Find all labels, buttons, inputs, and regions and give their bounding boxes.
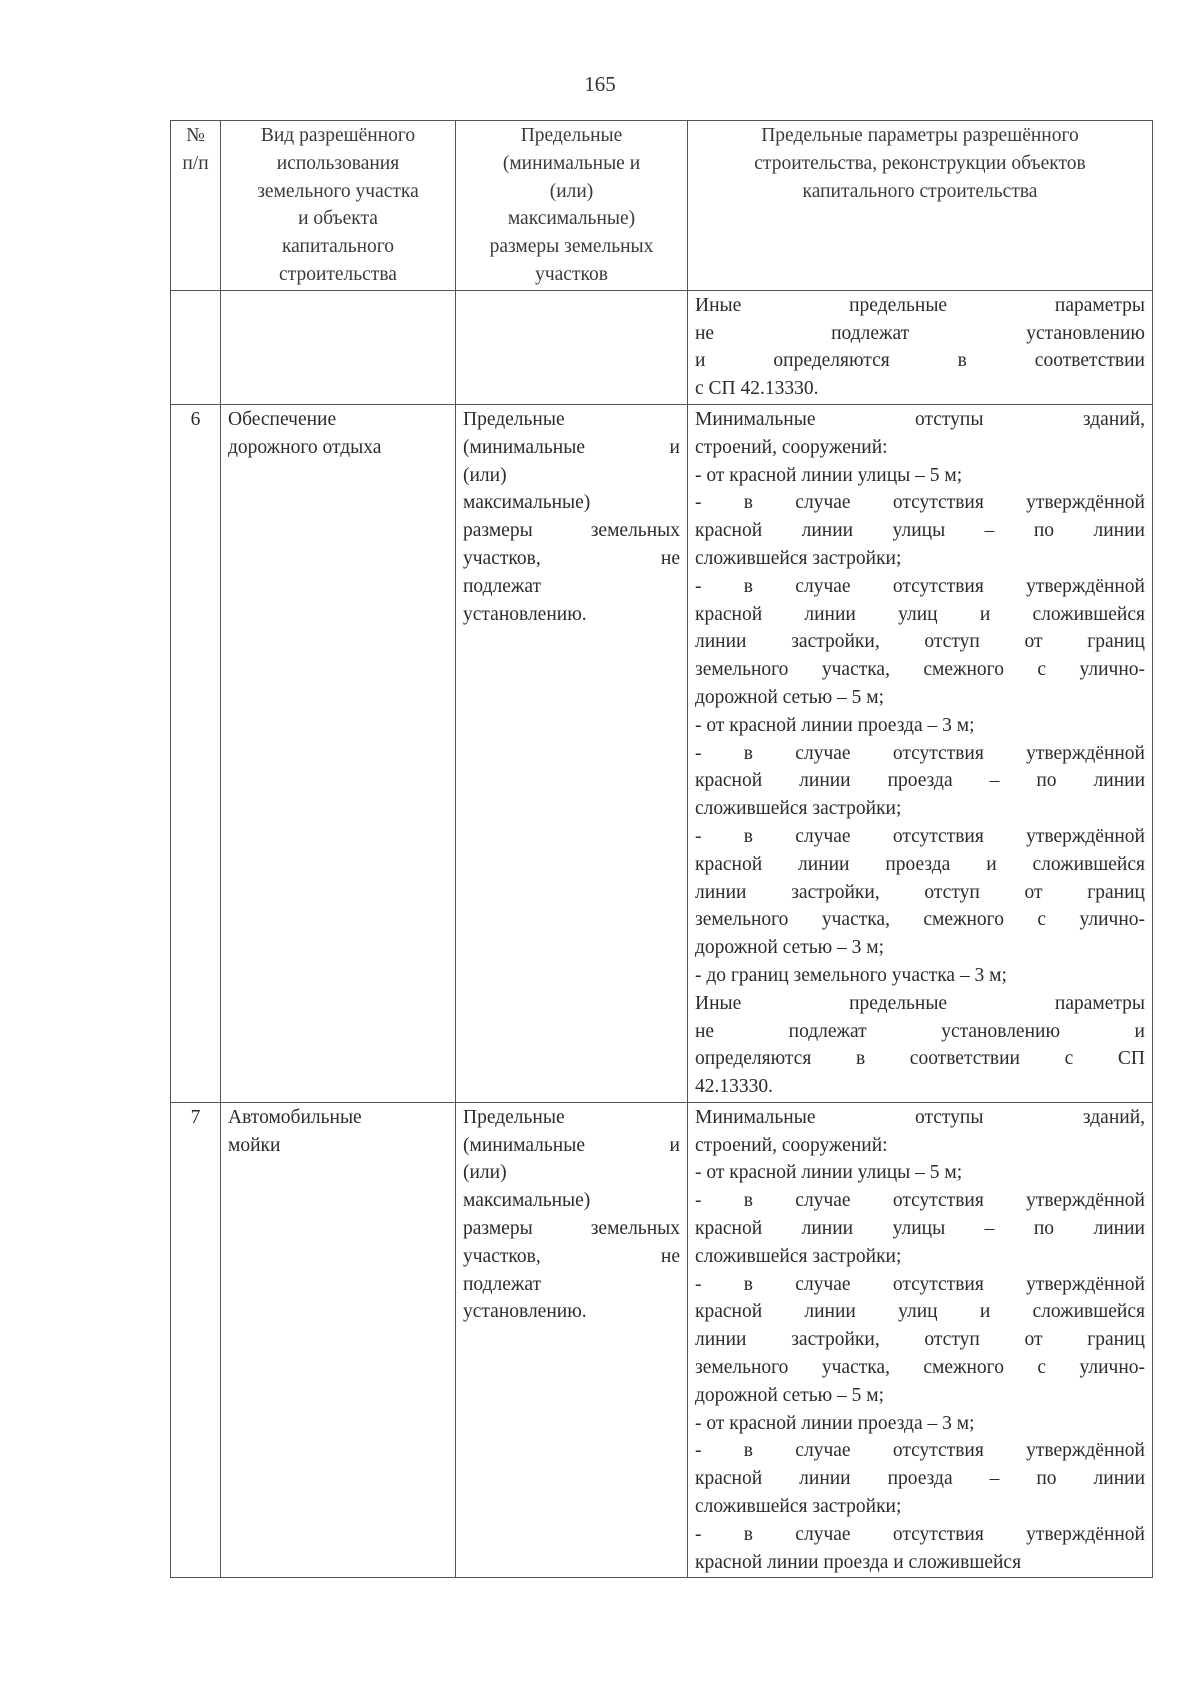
page-number: 165 (584, 72, 616, 96)
text-line: - от красной линии проезда – 3 м; (695, 1412, 975, 1434)
text-line: красной линии проезда и сложившейся (695, 1551, 1022, 1573)
text-line: строений, сооружений: (695, 436, 888, 458)
cell-construction-parameters (688, 404, 1153, 1102)
text-line: - в случае отсутствия утверждённой (695, 492, 1145, 514)
text-line: (или) (463, 464, 507, 486)
text-line: с СП 42.13330. (695, 378, 819, 400)
text-line: не подлежат установлению и (695, 1020, 1145, 1042)
text-line: земельного участка, смежного с улично- (695, 1357, 1145, 1379)
text-line: определяются в соответствии с СП (695, 1048, 1145, 1070)
header-permitted-use: Вид разрешённого использования земельного участка и объекта капитального строительства (221, 121, 456, 291)
header-construction-parameters: Предельные параметры разрешённого строительства, реконструкции объектов капитального строительства (688, 121, 1153, 291)
cell-plot-size (456, 1102, 688, 1578)
text-line: и определяются в соответствии (695, 350, 1145, 372)
text-line: сложившейся застройки; (695, 1245, 902, 1267)
text-line: максимальные) (463, 492, 591, 514)
text-line: - в случае отсутствия утверждённой (695, 1190, 1145, 1212)
text-line: красной линии улицы – по линии (695, 1218, 1145, 1240)
text-line: сложившейся застройки; (695, 798, 902, 820)
text-line: Минимальные отступы зданий, (695, 408, 1145, 430)
text-line: линии застройки, отступ от границ (695, 631, 1145, 653)
text-line: красной линии проезда – по линии (695, 770, 1145, 792)
text-line: - от красной линии проезда – 3 м; (695, 714, 975, 736)
text-line: красной линии проезда – по линии (695, 1468, 1145, 1490)
text-line: подлежат (463, 1273, 542, 1295)
text-line: не подлежат установлению (695, 322, 1145, 344)
text-line: линии застройки, отступ от границ (695, 881, 1145, 903)
text-line: участков, не (463, 1245, 680, 1267)
text-line: Автомобильные (228, 1106, 362, 1128)
text-line: линии застройки, отступ от границ (695, 1329, 1145, 1351)
text-line: установлению. (463, 603, 587, 625)
text-line: максимальные) (463, 1190, 591, 1212)
cell-size-empty (456, 290, 688, 404)
row-number: 7 (171, 1102, 221, 1578)
text-line: Иные предельные параметры (695, 294, 1145, 316)
text-line: (или) (463, 1162, 507, 1184)
text-line: земельного участка, смежного с улично- (695, 659, 1145, 681)
text-line: 42.13330. (695, 1076, 773, 1098)
text-line: - в случае отсутствия утверждённой (695, 825, 1145, 847)
text-line: установлению. (463, 1301, 587, 1323)
row-number: 6 (171, 404, 221, 1102)
text-line: земельного участка, смежного с улично- (695, 909, 1145, 931)
text-line: - в случае отсутствия утверждённой (695, 575, 1145, 597)
text-line: дорожной сетью – 5 м; (695, 1384, 885, 1406)
text-line: красной линии улицы – по линии (695, 520, 1145, 542)
text-line: сложившейся застройки; (695, 1496, 902, 1518)
text-line: - от красной линии улицы – 5 м; (695, 1162, 963, 1184)
text-line: - в случае отсутствия утверждённой (695, 1273, 1145, 1295)
text-line: размеры земельных (463, 1218, 680, 1240)
table-row-continuation (171, 290, 1153, 404)
text-line: красной линии проезда и сложившейся (695, 853, 1145, 875)
text-line: строений, сооружений: (695, 1134, 888, 1156)
text-line: - в случае отсутствия утверждённой (695, 742, 1145, 764)
text-line: красной линии улиц и сложившейся (695, 603, 1145, 625)
text-line: дорожной сетью – 3 м; (695, 937, 885, 959)
text-line: - до границ земельного участка – 3 м; (695, 964, 1007, 986)
table-header-row (171, 121, 1153, 291)
text-line: Иные предельные параметры (695, 992, 1145, 1014)
zoning-parameters-table (170, 120, 1153, 1578)
text-line: (минимальные и (463, 1134, 680, 1156)
table-row-7 (171, 1102, 1153, 1578)
text-line: (минимальные и (463, 436, 680, 458)
cell-construction-parameters (688, 1102, 1153, 1578)
header-number: № п/п (171, 121, 221, 291)
text-line: Минимальные отступы зданий, (695, 1106, 1145, 1128)
text-line: Обеспечение (228, 408, 337, 430)
text-line: Предельные (463, 1106, 565, 1128)
text-line: участков, не (463, 547, 680, 569)
text-line: подлежат (463, 575, 542, 597)
cell-params-continuation (688, 290, 1153, 404)
text-line: - от красной линии улицы – 5 м; (695, 464, 963, 486)
header-plot-size-limits: Предельные (минимальные и (или) максимальные) размеры земельных участков (456, 121, 688, 291)
text-line: дорожной сетью – 5 м; (695, 686, 885, 708)
cell-permitted-use (221, 404, 456, 1102)
text-line: дорожного отдыха (228, 436, 382, 458)
table-row-6 (171, 404, 1153, 1102)
cell-permitted-use (221, 1102, 456, 1578)
text-line: размеры земельных (463, 520, 680, 542)
text-line: - в случае отсутствия утверждённой (695, 1440, 1145, 1462)
text-line: мойки (228, 1134, 281, 1156)
cell-use-empty (221, 290, 456, 404)
cell-number-empty (171, 290, 221, 404)
cell-plot-size (456, 404, 688, 1102)
text-line: - в случае отсутствия утверждённой (695, 1523, 1145, 1545)
text-line: сложившейся застройки; (695, 547, 902, 569)
text-line: Предельные (463, 408, 565, 430)
text-line: красной линии улиц и сложившейся (695, 1301, 1145, 1323)
